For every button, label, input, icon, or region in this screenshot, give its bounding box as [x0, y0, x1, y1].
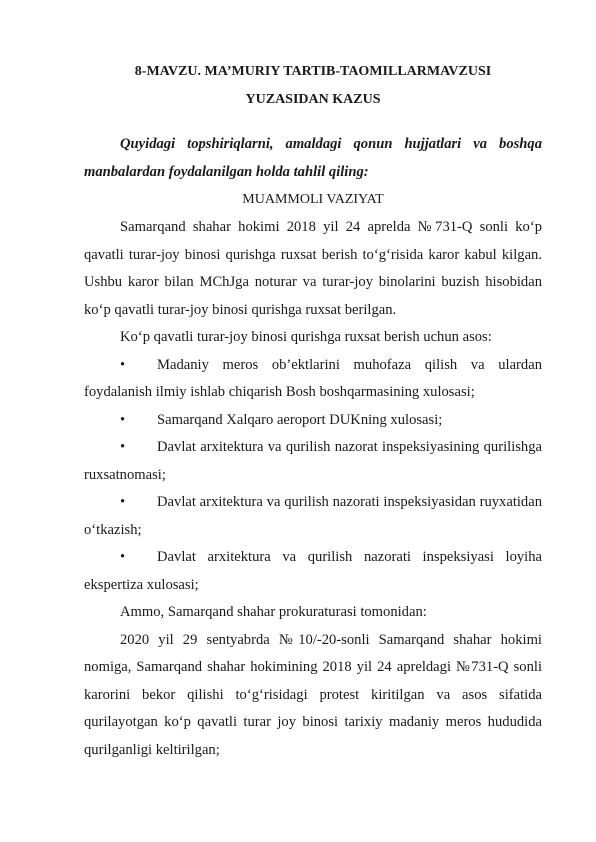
bullet-text: Davlat arxitektura va qurilish nazorat inspeksiyasining qurilishga ruxsatnomasi;	[84, 439, 542, 483]
task-instruction: Quyidagi topshiriqlarni, amaldagi qonun hujjatlari va boshqa manbalardan foydalanilgan holda tahlil qiling:	[84, 136, 542, 180]
bullet-text: Davlat arxitektura va qurilish nazorati inspeksiyasidan ruyxatidan o‘tkazish;	[84, 494, 542, 538]
bullet-item	[84, 352, 542, 407]
section-subheading: MUAMMOLI VAZIYAT	[242, 192, 384, 207]
title-line-2: YUZASIDAN KAZUS	[245, 92, 381, 107]
bullet-icon: •	[120, 549, 126, 565]
bullet-icon: •	[120, 411, 126, 428]
bullet-text: Madaniy meros ob’ektlarini muhofaza qilish va ulardan foydalanish ilmiy ishlab chiqarish Bosh boshqarmasining xulosasi;	[84, 356, 542, 400]
paragraph-decision: Samarqand shahar hokimi 2018 yil 24 aprelda №731-Q sonli ko‘p qavatli turar-joy binosi qurishga ruxsat berish to‘g‘risida karor kabul kilgan. Ushbu karor bilan MChJga noturar va turar-joy binolarini buzish hisobidan ko‘p qavatli turar-joy binosi qurishga ruxsat berilgan.	[84, 219, 542, 318]
bullet-icon: •	[120, 494, 126, 510]
bullet-text: Samarqand Xalqaro aeroport DUKning xulosasi;	[157, 411, 443, 428]
bullet-text: Davlat arxitektura va qurilish nazorati inspeksiyasi loyiha ekspertiza xulosasi;	[84, 549, 542, 593]
bullet-icon: •	[120, 439, 126, 455]
bullet-item	[84, 544, 542, 599]
bullet-icon: •	[120, 356, 126, 373]
paragraph-protest: 2020 yil 29 sentyabrda №10/-20-sonli Samarqand shahar hokimi nomiga, Samarqand shahar hokimining 2018 yil 24 apreldagi №731-Q sonli karorini bekor qilishi to‘g‘risidagi protest kiritilgan va asos sifatida qurilayotgan ko‘p qavatli turar joy binosi tarixiy madaniy meros hududida qurilganligi keltirilgan;	[84, 631, 542, 758]
bullet-item	[84, 407, 542, 435]
paragraph-prosecutor-intro: Ammo, Samarqand shahar prokuraturasi tomonidan:	[120, 604, 427, 620]
bullet-item	[84, 434, 542, 489]
title-line-1: 8-MAVZU. MA’MURIY TARTIB-TAOMILLARMAVZUSI	[134, 64, 492, 79]
bullet-item	[84, 489, 542, 544]
paragraph-basis-intro: Ko‘p qavatli turar-joy binosi qurishga ruxsat berish uchun asos:	[120, 329, 492, 345]
document-title	[84, 58, 542, 114]
